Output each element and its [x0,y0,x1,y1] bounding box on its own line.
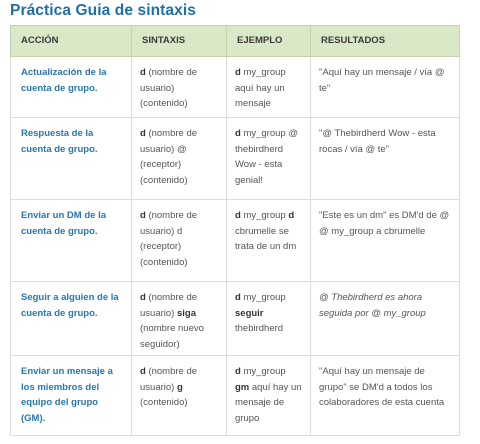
cell-text: usuario) [140,82,175,94]
cell-text: (nombre de [145,210,198,221]
cell-line [140,364,220,380]
cell-line: Enviar un DM de la [21,210,106,221]
cell-text: thebirdherd [235,143,284,155]
cell-line [235,395,304,411]
command-keyword: d [235,210,241,221]
cell-text: seguidor) [140,338,180,350]
cell-line [235,157,304,173]
cell-accion [11,200,132,282]
cell-text: (nombre de [145,366,198,377]
header-ejemplo: EJEMPLO [227,26,311,57]
cell-line [140,380,220,396]
cell-text: "Aquí hay un mensaje de [319,366,425,377]
cell-text: (nombre nuevo [140,323,204,334]
cell-resultados [311,356,460,436]
command-keyword: d [235,292,241,303]
cell-line [319,364,453,380]
cell-line [140,157,220,173]
command-keyword: d [140,67,146,78]
command-keyword: siga [176,307,196,319]
table-row [11,356,460,436]
cell-line [319,126,453,142]
cell-accion [11,57,132,118]
cell-text: trata de un dm [235,241,297,252]
cell-line [319,65,453,81]
cell-sintaxis [132,200,227,282]
cell-ejemplo [227,57,311,118]
command-keyword: g [176,381,183,393]
cell-accion [11,282,132,356]
cell-line [140,255,220,271]
command-keyword: d [140,128,146,139]
cell-line [319,306,453,322]
cell-text: seguida por @ my_group [319,307,426,319]
cell-text: my_group [240,292,286,303]
cell-text: "Aquí hay un mensaje / vía @ [319,67,445,78]
cell-text: usuario) [140,381,177,393]
cell-line [319,81,453,97]
cell-line: Respuesta de la [21,128,94,139]
cell-text: grupo" se DM'd a todos los [319,381,433,393]
command-keyword: d [140,366,146,377]
syntax-table [10,25,460,436]
cell-text: mensaje [235,98,271,109]
cell-line: cuenta de grupo. [21,143,98,155]
table-row [11,200,460,282]
cell-text: (contenido) [140,174,188,186]
cell-ejemplo [227,200,311,282]
cell-line [235,239,304,255]
header-resultados: RESULTADOS [311,26,460,57]
cell-line [140,96,220,112]
cell-text: Wow - esta [235,159,283,170]
cell-line [140,126,220,142]
cell-text: my_group [240,210,289,221]
cell-sintaxis [132,118,227,200]
table-header-row [11,26,460,57]
cell-line [235,321,304,337]
cell-line [140,81,220,97]
cell-text: (contenido) [140,397,188,408]
cell-line [319,142,453,158]
cell-sintaxis [132,57,227,118]
cell-line [235,142,304,158]
cell-line [235,208,304,224]
cell-accion [11,356,132,436]
command-keyword: gm [235,381,250,393]
cell-text: (contenido) [140,98,188,109]
cell-text: (nombre de [145,292,198,303]
cell-line: Enviar un mensaje a [21,366,113,377]
cell-text: rocas / vía @ te" [319,143,390,155]
cell-text: "Este es un dm" es DM'd de @ [319,210,450,221]
cell-ejemplo [227,282,311,356]
cell-line: equipo del grupo [21,397,99,408]
page-title: Práctica Guia de sintaxis [10,2,197,19]
cell-text: colaboradores de esta cuenta [319,397,445,408]
cell-text: thebirdherd [235,323,284,334]
cell-text: "@ Thebirdherd Wow - esta [319,128,436,139]
command-keyword: d [288,210,295,221]
cell-text: usuario) [140,307,177,319]
cell-line: cuenta de grupo. [21,82,98,94]
cell-line [140,321,220,337]
cell-text: aquí hay un [249,381,302,393]
cell-text: my_group [240,67,286,78]
cell-line [140,337,220,353]
cell-line [235,126,304,142]
command-keyword: d [140,292,146,303]
cell-line [235,173,304,189]
cell-line: Seguir a alguien de la [21,292,119,303]
cell-line: cuenta de grupo. [21,307,98,319]
command-keyword: d [235,366,241,377]
cell-line [140,306,220,322]
cell-line [235,411,304,427]
cell-line: (GM). [21,412,46,424]
cell-line [235,96,304,112]
cell-text: te" [319,82,331,94]
cell-resultados [311,282,460,356]
cell-text: (contenido) [140,256,188,268]
cell-text: my_group @ [240,128,298,139]
cell-ejemplo [227,356,311,436]
cell-line [140,395,220,411]
cell-line [319,395,453,411]
command-keyword: d [235,128,241,139]
cell-text: genial! [235,174,263,186]
cell-line [140,224,220,240]
cell-line [235,290,304,306]
cell-text: (receptor) [140,159,182,170]
cell-text: cbrumelle se [235,225,289,237]
table-row [11,118,460,200]
cell-line [140,239,220,255]
cell-line [235,380,304,396]
cell-text: usuario) d [140,225,183,237]
cell-line [235,65,304,81]
cell-text: (receptor) [140,241,182,252]
cell-text: usuario) @ [140,143,187,155]
cell-text: grupo [235,412,260,424]
cell-line [140,65,220,81]
header-sintaxis: SINTAXIS [132,26,227,57]
cell-line [319,380,453,396]
cell-line [235,364,304,380]
cell-text: @ Thebirdherd es ahora [319,292,423,303]
command-keyword: d [140,210,146,221]
cell-text: (nombre de [145,128,198,139]
cell-line [235,81,304,97]
cell-line: Actualización de la [21,67,107,78]
cell-resultados [311,57,460,118]
cell-accion [11,118,132,200]
cell-line: los miembros del [21,381,100,393]
cell-text: mensaje de [235,397,285,408]
header-accion: ACCIÓN [11,26,132,57]
table-row [11,57,460,118]
cell-text: my_group [240,366,286,377]
cell-resultados [311,200,460,282]
cell-ejemplo [227,118,311,200]
cell-text: @ my_group a cbrumelle [319,225,426,237]
cell-line [140,142,220,158]
cell-line [319,290,453,306]
cell-line [319,224,453,240]
cell-sintaxis [132,356,227,436]
command-keyword: d [235,67,241,78]
cell-line [140,173,220,189]
cell-resultados [311,118,460,200]
cell-line [140,208,220,224]
table-row [11,282,460,356]
cell-line [235,306,304,322]
cell-line [140,290,220,306]
cell-sintaxis [132,282,227,356]
cell-line: cuenta de grupo. [21,225,98,237]
cell-text: (nombre de [145,67,198,78]
command-keyword: seguir [235,307,264,319]
cell-text: aquí hay un [235,82,285,94]
cell-line [235,224,304,240]
cell-line [319,208,453,224]
